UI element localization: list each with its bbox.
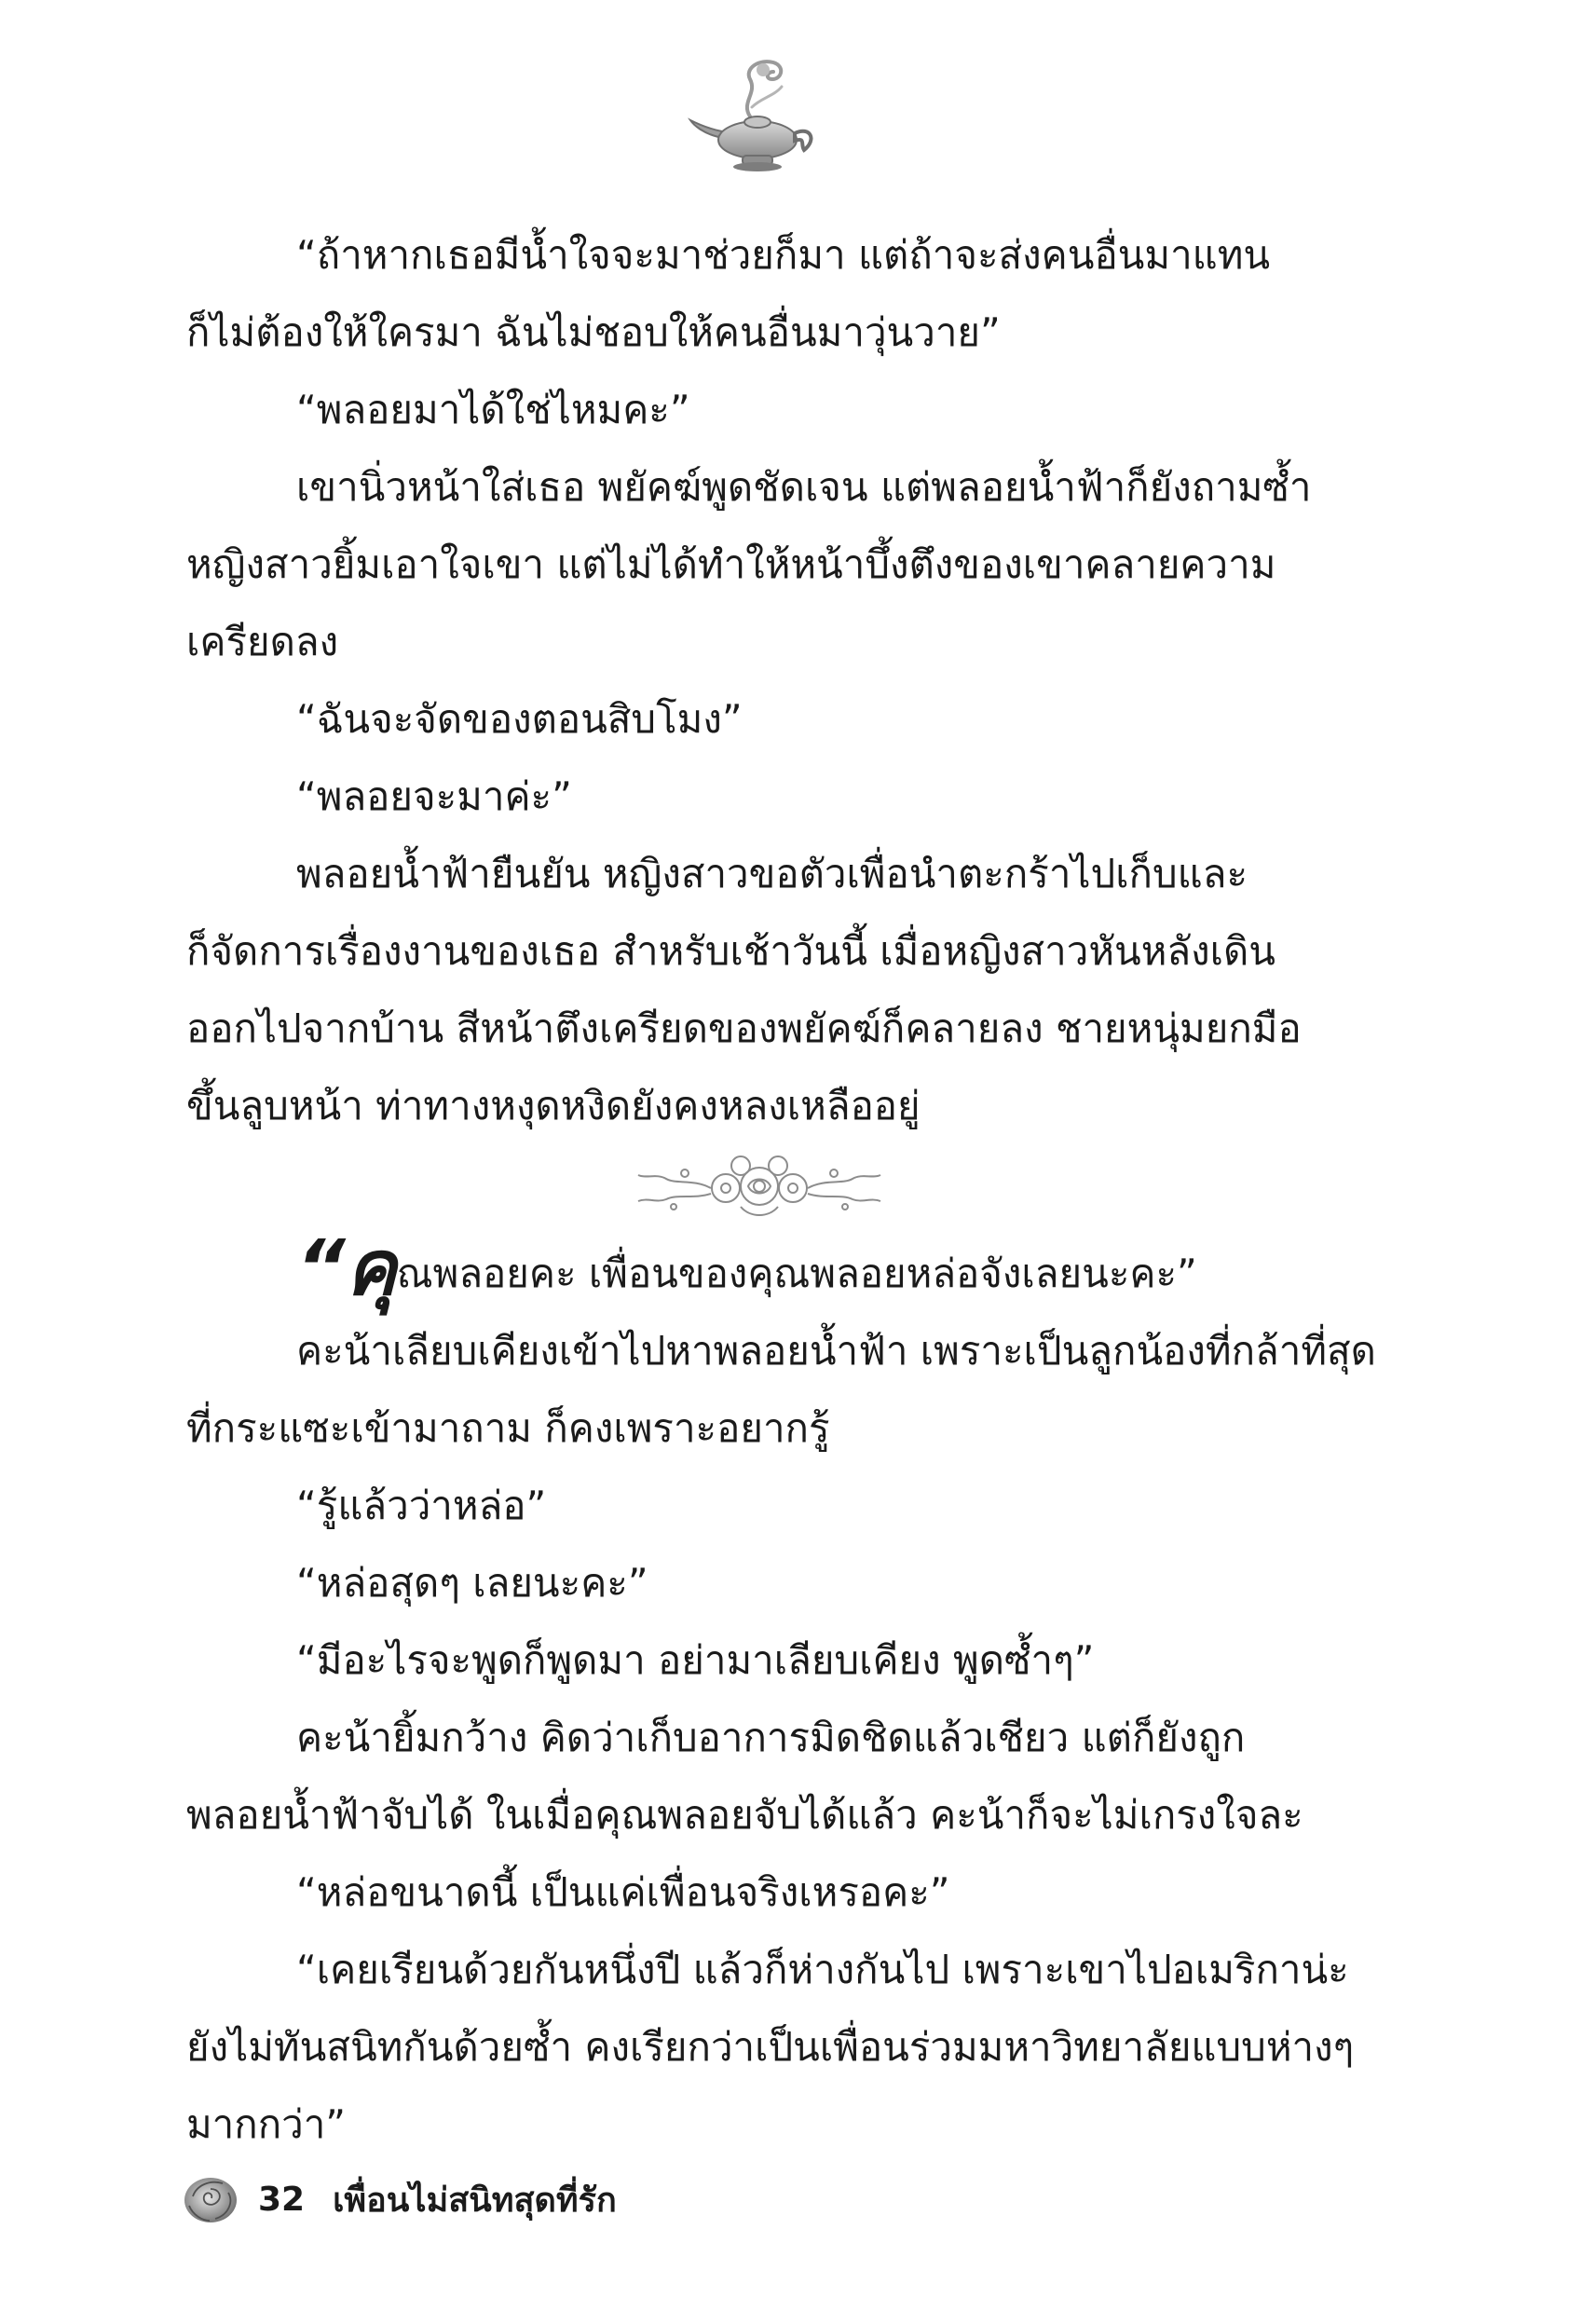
paragraph-line: “ฉันจะจัดของตอนสิบโมง”	[296, 696, 743, 742]
text-section-1	[186, 216, 1332, 1144]
rose-divider-icon	[629, 1142, 890, 1225]
drop-cap: “คุ	[296, 1224, 397, 1313]
paragraph-line: “มีอะไรจะพูดก็พูดมา อย่ามาเลียบเคียง พูดซ้ำๆ”	[296, 1637, 1095, 1683]
paragraph-line: “หล่อขนาดนี้ เป็นแค่เพื่อนจริงเหรอคะ”	[296, 1869, 950, 1915]
first-line-text: ณพลอยคะ เพื่อนของคุณพลอยหล่อจังเลยนะคะ”	[396, 1251, 1197, 1296]
paragraph-line: ที่กระแซะเข้ามาถาม ก็คงเพราะอยากรู้	[186, 1405, 830, 1451]
paragraph-line: เครียดลง	[186, 619, 339, 664]
paragraph-line: “เคยเรียนด้วยกันหนึ่งปี แล้วก็ห่างกันไป เพราะเขาไปอเมริกาน่ะ	[296, 1947, 1349, 1992]
book-title: เพื่อนไม่สนิทสุดที่รัก	[333, 2181, 617, 2220]
paragraph-line: ขึ้นลูบหน้า ท่าทางหงุดหงิดยังคงหลงเหลืออยู่	[186, 1083, 921, 1128]
page-number: 32	[258, 2180, 306, 2219]
paragraph-line: ก็ไม่ต้องให้ใครมา ฉันไม่ชอบให้คนอื่นมาวุ่นวาย”	[186, 309, 1001, 355]
genie-lamp-icon	[685, 51, 825, 177]
paragraph-line: “ถ้าหากเธอมีน้ำใจจะมาช่วยก็มา แต่ถ้าจะส่งคนอื่นมาแทน	[296, 232, 1271, 278]
text-section-2	[186, 1224, 1376, 2163]
paragraph-line: พลอยน้ำฟ้าจับได้ ในเมื่อคุณพลอยจับได้แล้ว คะน้าก็จะไม่เกรงใจละ	[186, 1792, 1303, 1838]
paragraph-line: มากกว่า”	[186, 2101, 347, 2147]
paragraph-line: ก็จัดการเรื่องงานของเธอ สำหรับเช้าวันนี้ เมื่อหญิงสาวหันหลังเดิน	[186, 928, 1275, 974]
page-footer	[182, 2167, 617, 2232]
paragraph-first-line	[186, 1224, 1332, 1313]
paragraph-line: เขานิ่วหน้าใส่เธอ พยัคฆ์พูดชัดเจน แต่พลอยน้ำฟ้าก็ยังถามซ้ำ	[296, 464, 1312, 510]
paragraph-line: คะน้าเลียบเคียงเข้าไปหาพลอยน้ำฟ้า เพราะเป็นลูกน้องที่กล้าที่สุด	[296, 1328, 1376, 1374]
paragraph-line: คะน้ายิ้มกว้าง คิดว่าเก็บอาการมิดชิดแล้วเชียว แต่ก็ยังถูก	[296, 1715, 1246, 1760]
rose-icon	[182, 2172, 239, 2226]
paragraph-line: “พลอยจะมาค่ะ”	[296, 773, 572, 819]
paragraph-line: “พลอยมาได้ใช่ไหมคะ”	[296, 387, 690, 432]
paragraph-line: “หล่อสุดๆ เลยนะคะ”	[296, 1560, 648, 1606]
paragraph-line: หญิงสาวยิ้มเอาใจเขา แต่ไม่ได้ทำให้หน้าบึ้งตึงของเขาคลายความ	[186, 541, 1276, 587]
paragraph-line: ออกไปจากบ้าน สีหน้าตึงเครียดของพยัคฆ์ก็คลายลง ชายหนุ่มยกมือ	[186, 1005, 1302, 1051]
paragraph-line: “รู้แล้วว่าหล่อ”	[296, 1483, 547, 1528]
paragraph-line: ยังไม่ทันสนิทกันด้วยซ้ำ คงเรียกว่าเป็นเพื่อนร่วมมหาวิทยาลัยแบบห่างๆ	[186, 2024, 1355, 2070]
paragraph-line: พลอยน้ำฟ้ายืนยัน หญิงสาวขอตัวเพื่อนำตะกร้าไปเก็บและ	[296, 851, 1248, 896]
